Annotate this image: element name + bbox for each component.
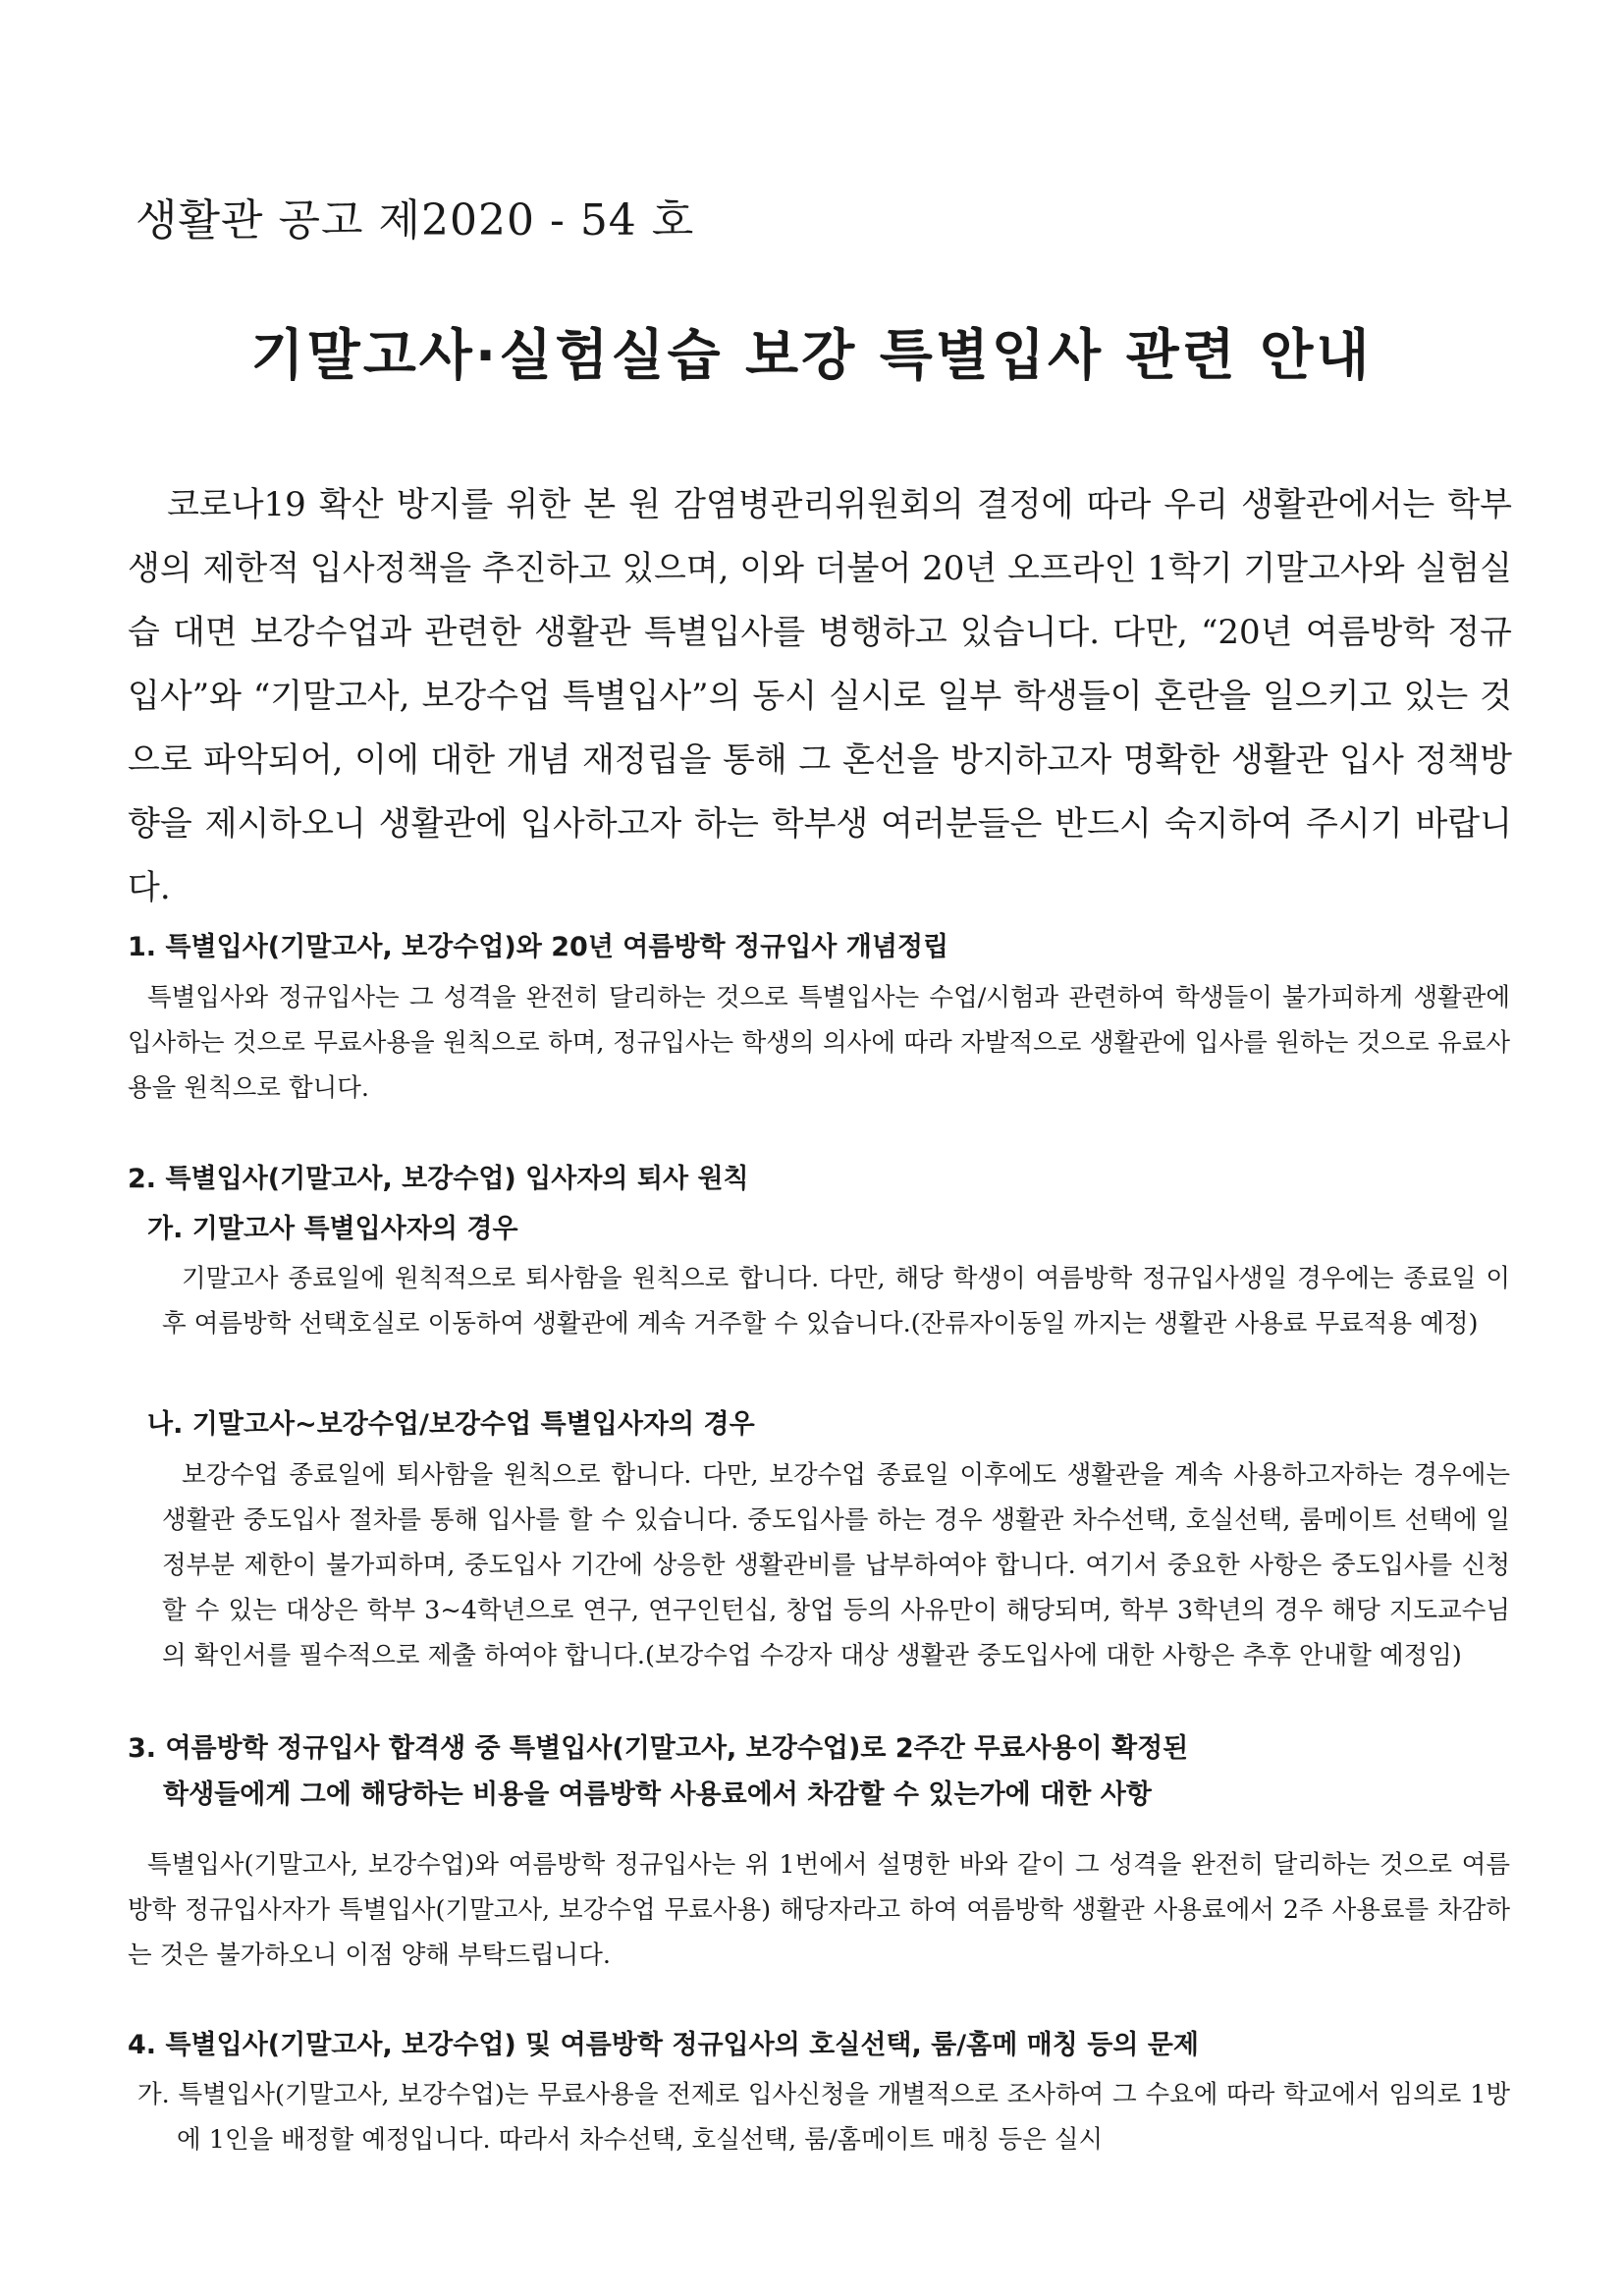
section-3-body: 특별입사(기말고사, 보강수업)와 여름방학 정규입사는 위 1번에서 설명한 바와 같이 그 성격을 완전히 달리하는 것으로 여름방학 정규입사자가 특별입사(기말고사, 보강수업 무료사용) 해당자라고 하여 여름방학 생활관 사용료에서 2주 사용료를 차감하는 것은 불가하오니 이점 양해 부탁드립니다. <box>128 1850 1510 1970</box>
section-4-body: 가. 특별입사(기말고사, 보강수업)는 무료사용을 전제로 입사신청을 개별적으로 조사하여 그 수요에 따라 학교에서 임의로 1방에 1인을 배정할 예정입니다. 따라서 차수선택, 호실선택, 룸/홈메이트 매칭 등은 실시 <box>137 2080 1510 2155</box>
document-title: 기말고사·실험실습 보강 특별입사 관련 안내 <box>250 324 1373 388</box>
section-1-body: 특별입사와 정규입사는 그 성격을 완전히 달리하는 것으로 특별입사는 수업/시험과 관련하여 학생들이 불가피하게 생활관에 입사하는 것으로 무료사용을 원칙으로 하며, 정규입사는 학생의 의사에 따라 자발적으로 생활관에 입사를 원하는 것으로 유료사용을 원칙으로 합니다. <box>128 983 1510 1103</box>
section-1-heading: 1. 특별입사(기말고사, 보강수업)와 20년 여름방학 정규입사 개념정립 <box>128 932 949 962</box>
section-2-sub-b-heading: 나. 기말고사~보강수업/보강수업 특별입사자의 경우 <box>147 1409 755 1440</box>
section-2-sub-b-body: 보강수업 종료일에 퇴사함을 원칙으로 합니다. 다만, 보강수업 종료일 이후에도 생활관을 계속 사용하고자하는 경우에는 생활관 중도입사 절차를 통해 입사를 할 수 있습니다. 중도입사를 하는 경우 생활관 차수선택, 호실선택, 룸메이트 선택에 일정부분 제한이 불가피하며, 중도입사 기간에 상응한 생활관비를 납부하여야 합니다. 여기서 중요한 사항은 중도입사를 신청할 수 있는 대상은 학부 3~4학년으로 연구, 연구인턴십, 창업 등의 사유만이 해당되며, 학부 3학년의 경우 해당 지도교수님의 확인서를 필수적으로 제출 하여야 합니다.(보강수업 수강자 대상 생활관 중도입사에 대한 사항은 추후 안내할 예정임) <box>162 1460 1510 1670</box>
section-2-sub-a-heading: 가. 기말고사 특별입사자의 경우 <box>147 1214 518 1244</box>
section-3-heading <box>128 1725 1522 1818</box>
section-3-heading-line1: 3. 여름방학 정규입사 합격생 중 특별입사(기말고사, 보강수업)로 2주간 무료사용이 확정된 <box>128 1733 1189 1764</box>
notice-number: 생활관 공고 제2020 - 54 호 <box>135 195 695 246</box>
section-2-sub-a-body: 기말고사 종료일에 원칙적으로 퇴사함을 원칙으로 합니다. 다만, 해당 학생이 여름방학 정규입사생일 경우에는 종료일 이후 여름방학 선택호실로 이동하여 생활관에 계속 거주할 수 있습니다.(잔류자이동일 까지는 생활관 사용료 무료적용 예정) <box>162 1264 1510 1339</box>
intro-paragraph: 코로나19 확산 방지를 위한 본 원 감염병관리위원회의 결정에 따라 우리 생활관에서는 학부생의 제한적 입사정책을 추진하고 있으며, 이와 더불어 20년 오프라인 1학기 기말고사와 실험실습 대면 보강수업과 관련한 생활관 특별입사를 병행하고 있습니다. 다만, “20년 여름방학 정규입사”와 “기말고사, 보강수업 특별입사”의 동시 실시로 일부 학생들이 혼란을 일으키고 있는 것으로 파악되어, 이에 대한 개념 재정립을 통해 그 혼선을 방지하고자 명확한 생활관 입사 정책방향을 제시하오니 생활관에 입사하고자 하는 학부생 여러분들은 반드시 숙지하여 주시기 바랍니다. <box>128 485 1512 907</box>
section-4-heading: 4. 특별입사(기말고사, 보강수업) 및 여름방학 정규입사의 호실선택, 룸/홈메 매칭 등의 문제 <box>128 2030 1199 2060</box>
section-2-heading: 2. 특별입사(기말고사, 보강수업) 입사자의 퇴사 원칙 <box>128 1164 749 1194</box>
section-3-heading-line2: 학생들에게 그에 해당하는 비용을 여름방학 사용료에서 차감할 수 있는가에 대한 사항 <box>163 1779 1152 1810</box>
